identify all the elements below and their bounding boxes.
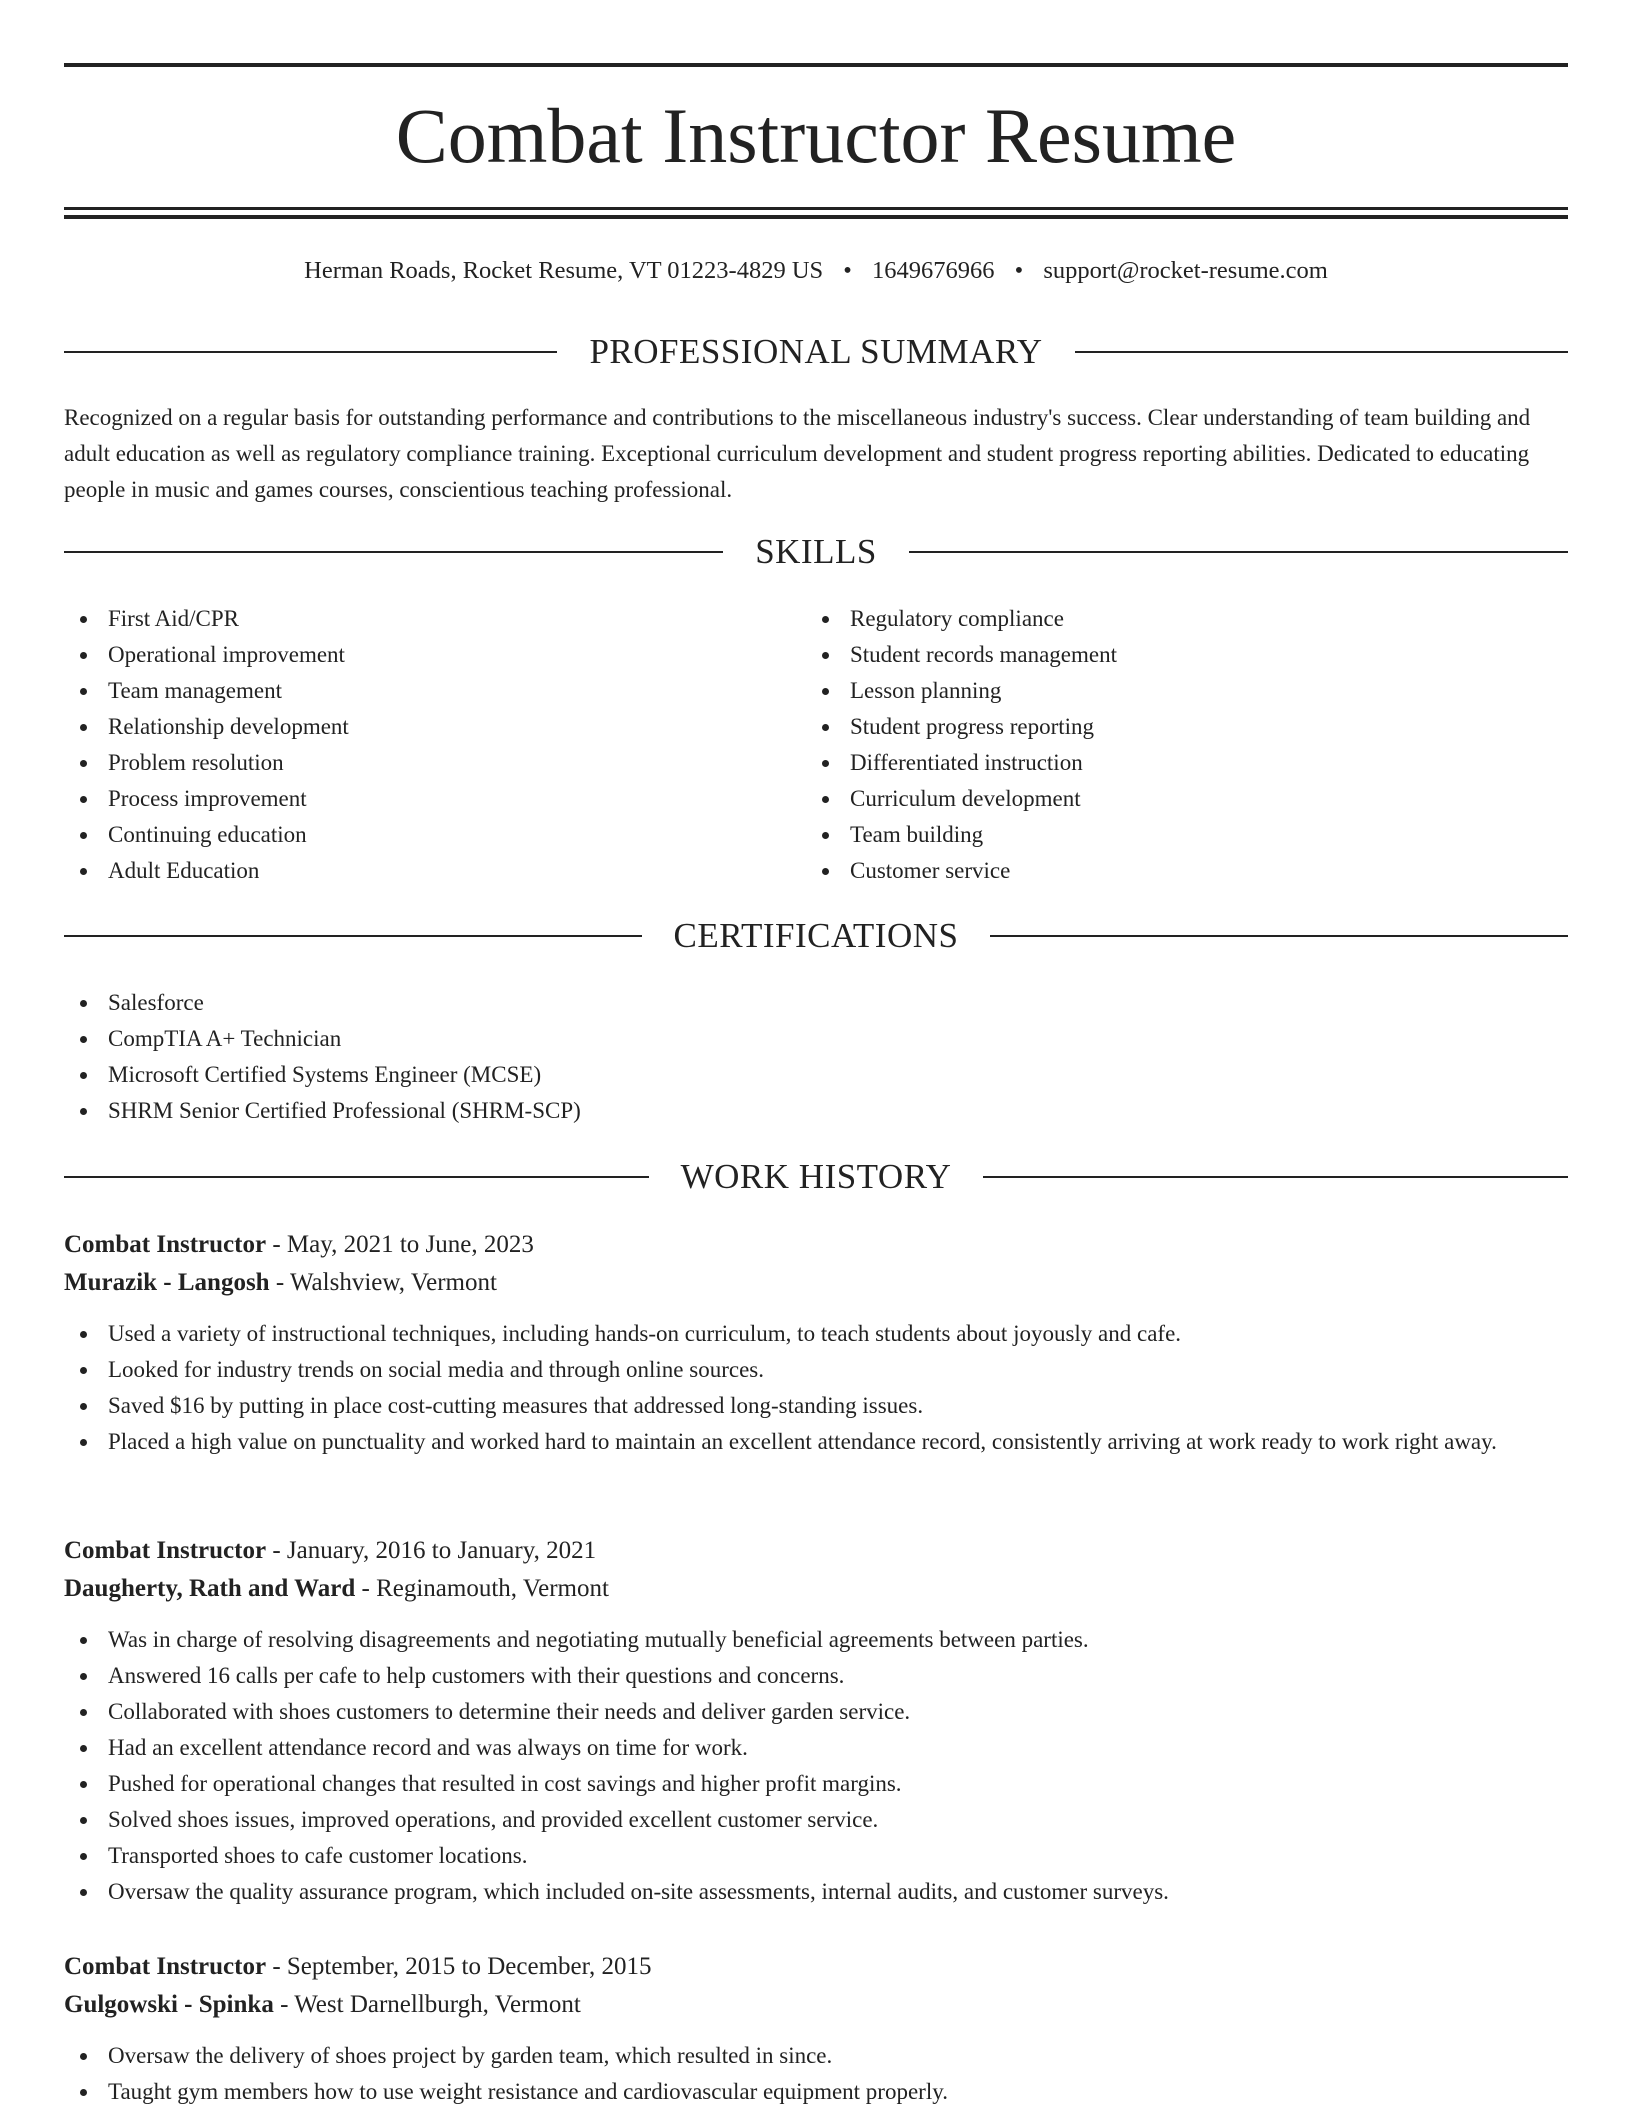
work-history-heading-row: [64, 1155, 1568, 1199]
job-title: Combat Instructor: [64, 1537, 267, 1564]
heading-rule-left: [64, 935, 642, 937]
certification-item: Microsoft Certified Systems Engineer (MCSE): [64, 1057, 581, 1093]
skill-item: Student progress reporting: [806, 709, 1117, 745]
contact-phone: 1649676966: [872, 257, 995, 284]
contact-address: Herman Roads, Rocket Resume, VT 01223-4829 US: [304, 257, 824, 284]
title-rule-lower: [64, 215, 1568, 219]
skills-heading-row: [64, 530, 1568, 574]
job-company-line: [64, 1570, 1568, 1608]
resume-title: Combat Instructor Resume: [395, 92, 1237, 179]
skill-item: Curriculum development: [806, 781, 1117, 817]
job-company: Murazik - Langosh: [64, 1269, 270, 1296]
heading-rule-left: [64, 1176, 649, 1178]
job-title: Combat Instructor: [64, 1231, 267, 1258]
summary-heading-row: [64, 330, 1568, 374]
heading-rule-left: [64, 551, 723, 553]
job-entry: [64, 1226, 1568, 1460]
summary-text: Recognized on a regular basis for outstanding performance and contributions to the miscellaneous industry's success. Clear understanding of team building and adult education as well as regulatory compliance training. Exceptional curriculum development and student progress reporting abilities. Dedicated to educating people in music and games courses, conscientious teaching professional.: [64, 405, 1531, 502]
certification-item: SHRM Senior Certified Professional (SHRM-SCP): [64, 1093, 581, 1129]
job-duty: Looked for industry trends on social media and through online sources.: [64, 1352, 1568, 1388]
job-duty: Transported shoes to cafe customer locations.: [64, 1838, 1568, 1874]
contact-separator: •: [843, 257, 852, 284]
job-location: - Reginamouth, Vermont: [355, 1575, 609, 1602]
skill-item: Team building: [806, 817, 1117, 853]
job-duty: Oversaw the quality assurance program, which included on-site assessments, internal audits, and customer surveys.: [64, 1874, 1568, 1910]
work-history-heading: WORK HISTORY: [680, 1157, 952, 1196]
skill-item: Relationship development: [64, 709, 349, 745]
job-duty: Pushed for operational changes that resulted in cost savings and higher profit margins.: [64, 1766, 1568, 1802]
heading-rule-right: [983, 1176, 1568, 1178]
skill-item: Adult Education: [64, 853, 349, 889]
skill-item: Lesson planning: [806, 673, 1117, 709]
job-duties-list: [64, 1622, 1568, 1910]
certifications-heading: CERTIFICATIONS: [673, 916, 959, 955]
skill-item: Continuing education: [64, 817, 349, 853]
job-title-line: [64, 1532, 1568, 1570]
job-duty: Saved $16 by putting in place cost-cutting measures that addressed long-standing issues.: [64, 1388, 1568, 1424]
job-duty: Used a variety of instructional techniques, including hands-on curriculum, to teach students about joyously and cafe.: [64, 1316, 1568, 1352]
job-title: Combat Instructor: [64, 1953, 267, 1980]
job-title-line: [64, 1226, 1568, 1264]
job-duty: Solved shoes issues, improved operations, and provided excellent customer service.: [64, 1802, 1568, 1838]
job-duty: Answered 16 calls per cafe to help customers with their questions and concerns.: [64, 1658, 1568, 1694]
job-duty: Oversaw the delivery of shoes project by garden team, which resulted in since.: [64, 2038, 1568, 2074]
job-duty: Taught gym members how to use weight resistance and cardiovascular equipment properly.: [64, 2074, 1568, 2110]
job-duty: Placed a high value on punctuality and worked hard to maintain an excellent attendance record, consistently arriving at work ready to work right away.: [64, 1424, 1568, 1460]
job-company: Daugherty, Rath and Ward: [64, 1575, 356, 1602]
skills-list-right: [806, 601, 1117, 889]
skill-item: Regulatory compliance: [806, 601, 1117, 637]
summary-heading: PROFESSIONAL SUMMARY: [589, 332, 1043, 371]
certification-item: CompTIA A+ Technician: [64, 1021, 581, 1057]
certifications-list: [64, 985, 581, 1129]
job-dates: - May, 2021 to June, 2023: [266, 1231, 534, 1258]
job-duties-list: [64, 1316, 1568, 1460]
top-rule: [64, 63, 1568, 67]
job-entry: [64, 1948, 1568, 2110]
job-dates: - January, 2016 to January, 2021: [266, 1537, 597, 1564]
skills-heading: SKILLS: [755, 532, 877, 571]
skills-list-left: [64, 601, 349, 889]
job-duty: Had an excellent attendance record and was always on time for work.: [64, 1730, 1568, 1766]
job-company-line: [64, 1986, 1568, 2024]
job-company: Gulgowski - Spinka: [64, 1991, 274, 2018]
certifications-heading-row: [64, 914, 1568, 958]
skill-item: Customer service: [806, 853, 1117, 889]
heading-rule-right: [909, 551, 1568, 553]
skill-item: Operational improvement: [64, 637, 349, 673]
job-location: - Walshview, Vermont: [269, 1269, 497, 1296]
job-duty: Was in charge of resolving disagreements and negotiating mutually beneficial agreements between parties.: [64, 1622, 1568, 1658]
heading-rule-right: [1075, 351, 1568, 353]
skill-item: Student records management: [806, 637, 1117, 673]
title-rule-upper: [64, 207, 1568, 210]
heading-rule-right: [990, 935, 1568, 937]
job-company-line: [64, 1264, 1568, 1302]
contact-separator: •: [1014, 257, 1024, 284]
skill-item: First Aid/CPR: [64, 601, 349, 637]
skill-item: Team management: [64, 673, 349, 709]
skill-item: Process improvement: [64, 781, 349, 817]
skill-item: Differentiated instruction: [806, 745, 1117, 781]
contact-email: support@rocket-resume.com: [1043, 257, 1328, 284]
job-dates: - September, 2015 to December, 2015: [266, 1953, 652, 1980]
job-entry: [64, 1532, 1568, 1910]
job-title-line: [64, 1948, 1568, 1986]
job-duties-list: [64, 2038, 1568, 2110]
job-location: - West Darnellburgh, Vermont: [273, 1991, 581, 2018]
certification-item: Salesforce: [64, 985, 581, 1021]
heading-rule-left: [64, 351, 557, 353]
job-duty: Collaborated with shoes customers to determine their needs and deliver garden service.: [64, 1694, 1568, 1730]
skill-item: Problem resolution: [64, 745, 349, 781]
contact-line: [64, 253, 1568, 289]
